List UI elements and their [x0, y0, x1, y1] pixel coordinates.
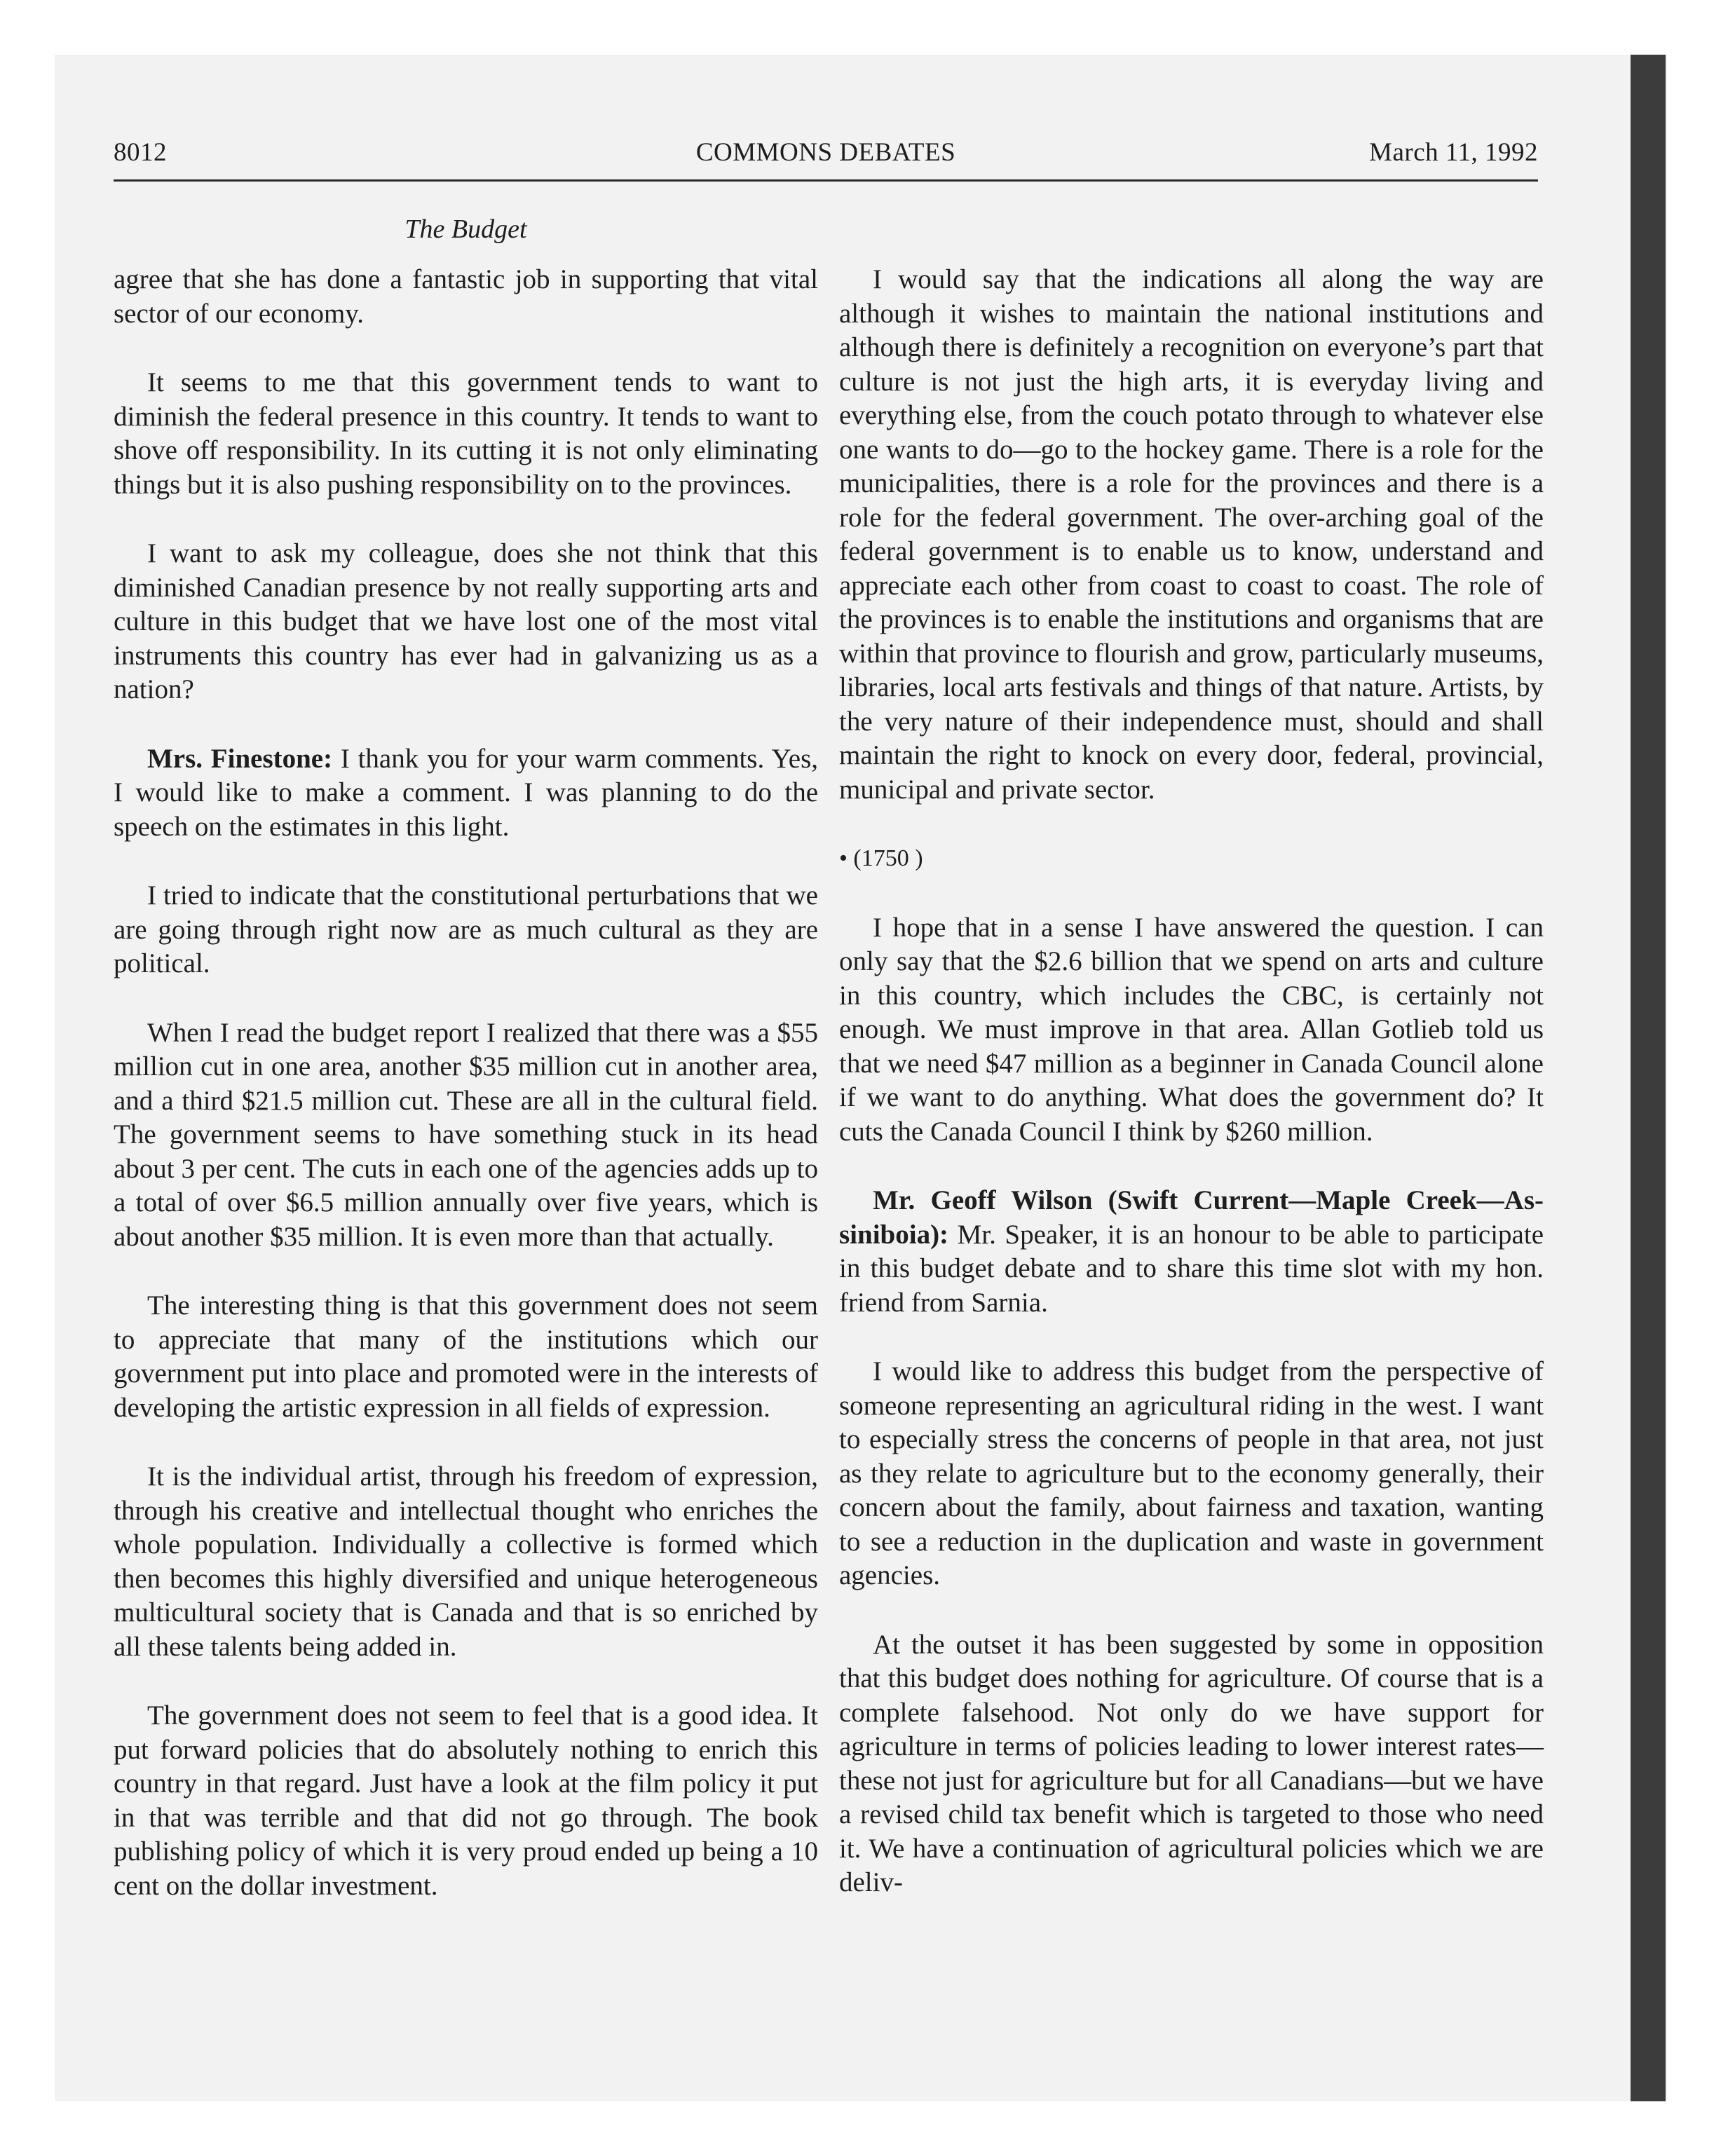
paragraph: The interesting thing is that this government does not seem to appreciate that many of the institutions which our government put into place and promoted were in the interests of developing the artistic expression in all fields of expression. — [114, 1290, 818, 1423]
paragraph: It is the individual artist, through his freedom of expression, through his creative and intellectual thought who enriches the whole population. Individually a collective is formed which then becomes this highly diversified and unique heterogeneous multicultural society that is Canada and that is so enriched by all these talents being added in. — [114, 1461, 818, 1662]
paragraph: When I read the budget report I realized that there was a $55 million cut in one area, another $35 million cut in another area, and a third $21.5 million cut. These are all in the cultural field. The government seems to have something stuck in its head about 3 per cent. The cuts in each one of the agencies adds up to a total of over $6.5 million annually over five years, which is about another $35 million. It is even more than that actually. — [114, 1017, 818, 1252]
publication-title: COMMONS DEBATES — [695, 138, 956, 167]
speaker-name: Mr. Geoff Wilson (Swift Current—Maple Creek—Assiniboia): — [839, 1185, 1544, 1250]
paragraph: I tried to indicate that the constitutional perturbations that we are going through right now are as much cultural as they are political. — [114, 880, 818, 978]
paragraph: It seems to me that this government tends to want to diminish the federal presence in this country. It tends to want to shove off responsibility. In its cutting it is not only eliminating things but it is also pushing responsibility on to the provinces. — [114, 367, 818, 500]
time-marker: • (1750 ) — [839, 845, 923, 871]
paragraph: agree that she has done a fantastic job in supporting that vital sector of our economy. — [114, 264, 818, 329]
left-column — [114, 263, 818, 1903]
paragraph: I hope that in a sense I have answered the question. I can only say that the $2.6 billion that we spend on arts and culture in this country, which includes the CBC, is certainly not enough. We must improve in that area. Allan Gotlieb told us that we need $47 million as a beginner in Canada Council alone if we want to do anything. What does the government do? It cuts the Canada Council I think by $260 million. — [839, 912, 1544, 1147]
right-column — [839, 263, 1544, 1900]
paragraph: I want to ask my colleague, does she not think that this diminished Canadian presence by not really supporting arts and culture in this budget that we have lost one of the most vital instruments this country has ever had in galvanizing us as a nation? — [114, 538, 818, 704]
speaker-paragraph — [114, 742, 818, 845]
paragraph: I would say that the indications all along the way are although it wishes to maintain the national institutions and although there is definitely a recognition on everyone’s part that culture is not just the high arts, it is everyday living and everything else, from the couch potato through to whatever else one wants to do—go to the hockey game. There is a role for the municipalities, there is a role for the provinces and there is a role for the federal government. The over-arching goal of the federal government is to enable us to know, understand and appreciate each other from coast to coast to coast. The role of the provinces is to enable the institutions and organisms that are within that province to flourish and grow, particularly museums, libraries, local arts festivals and things of that nature. Artists, by the very nature of their independence must, should and shall maintain the right to knock on every door, federal, provincial, municipal and private sector. — [839, 264, 1544, 805]
speaker-paragraph — [839, 1184, 1544, 1320]
speaker-name: Mrs. Finestone: — [147, 743, 333, 774]
page-header — [114, 137, 1538, 182]
paragraph: I would like to address this budget from the perspective of someone representing an agricultural riding in the west. I want to especially stress the concerns of people in that area, not just as they relate to agriculture but to the economy generally, their concern about the family, about fairness and taxation, wanting to see a reduction in the duplication and waste in government agencies. — [839, 1356, 1544, 1590]
speech-text: I thank you for your warm comments. Yes, I would like to make a comment. I was planning to do the speech on the estimates in this light. — [114, 743, 819, 842]
section-title: The Budget — [404, 214, 527, 244]
publication-date: March 11, 1992 — [1369, 138, 1538, 167]
page-number: 8012 — [114, 138, 167, 167]
scan-edge-shadow — [1631, 55, 1666, 2101]
paragraph: The government does not seem to feel that is a good idea. It put forward policies that do absolutely nothing to enrich this country in that regard. Just have a look at the film policy it put in that was terrible and that did not go through. The book publishing policy of which it is very proud ended up being a 10 cent on the dollar investment. — [114, 1700, 818, 1901]
paragraph: At the outset it has been suggested by some in opposition that this budget does nothing for agriculture. Of course that is a complete falsehood. Not only do we have support for agriculture in terms of policies leading to lower interest rates—these not just for agriculture but for all Canadians—but we have a revised child tax benefit which is targeted to those who need it. We have a continuation of agricultural policies which we are deliv- — [839, 1629, 1544, 1897]
speech-text: Mr. Speaker, it is an honour to be able to participate in this budget debate and to share this time slot with my hon. friend from Sarnia. — [839, 1219, 1544, 1318]
